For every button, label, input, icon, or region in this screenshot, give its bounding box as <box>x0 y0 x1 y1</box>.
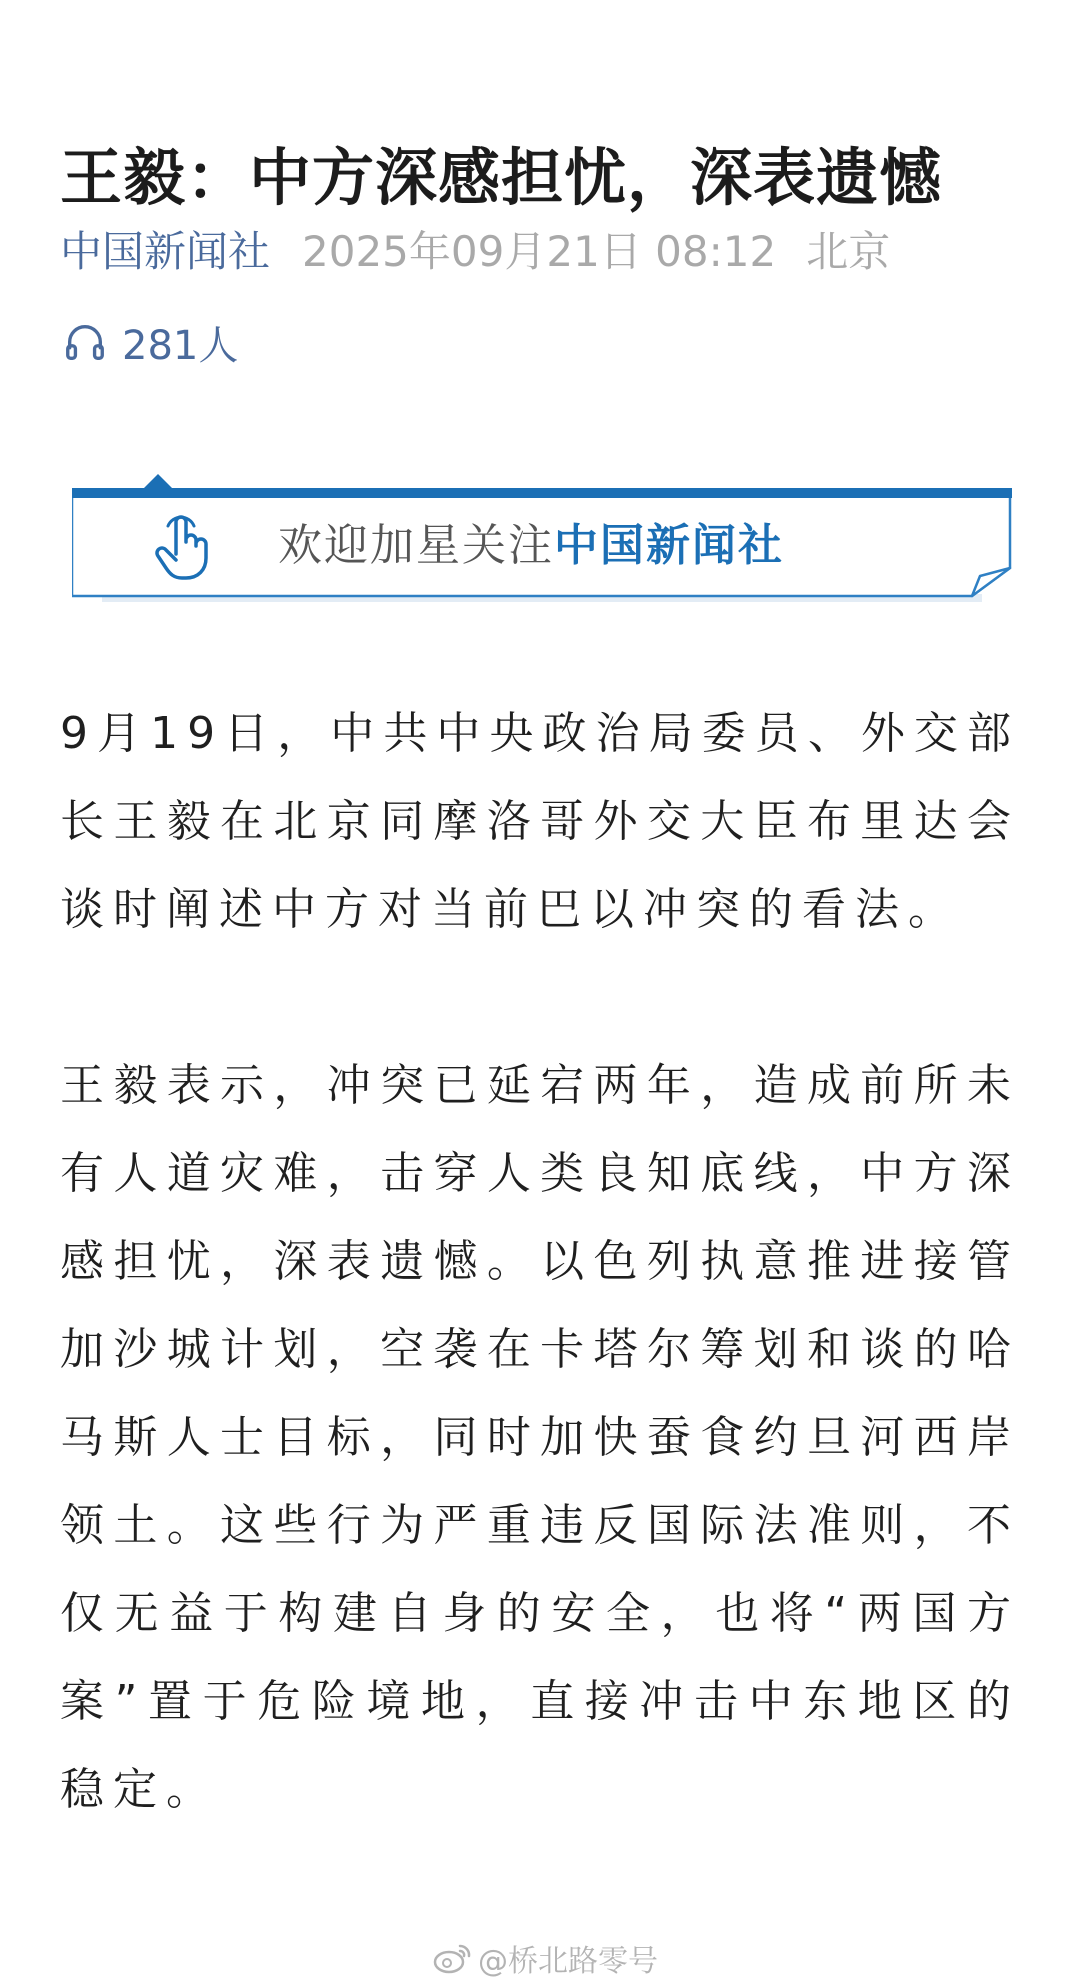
follow-prompt: 欢迎加星关注 <box>278 520 554 571</box>
hand-pointer-icon <box>150 512 216 582</box>
article-title: 王毅：中方深感担忧，深表遗憾 <box>60 140 943 214</box>
publish-date: 2025年09月21日 08:12 <box>302 227 777 276</box>
weibo-watermark <box>432 1938 658 1978</box>
weibo-icon <box>432 1942 472 1974</box>
source-link[interactable]: 中国新闻社 <box>60 227 271 276</box>
follow-brand[interactable]: 中国新闻社 <box>554 520 784 571</box>
headphones-icon <box>62 319 108 365</box>
follow-banner-text <box>278 516 784 576</box>
publish-location: 北京 <box>806 227 891 276</box>
listener-count: 281人 <box>122 322 239 369</box>
follow-banner[interactable] <box>72 488 1012 598</box>
listen-button[interactable] <box>62 312 238 372</box>
article-paragraph: 王毅表示，冲突已延宕两年，造成前所未有人道灾难，击穿人类良知底线，中方深感担忧，深表遗憾。以色列执意推进接管加沙城计划，空袭在卡塔尔筹划和谈的哈马斯人士目标，同时加快蚕食约旦河西岸领土。这些行为严重违反国际法准则，不仅无益于构建自身的安全，也将“两国方案”置于危险境地，直接冲击中东地区的稳定。 <box>60 1060 1020 1815</box>
article-meta <box>60 222 890 282</box>
watermark-text: @桥北路零号 <box>478 1944 658 1979</box>
article-paragraph: 9月19日，中共中央政治局委员、外交部长王毅在北京同摩洛哥外交大臣布里达会谈时阐述中方对当前巴以冲突的看法。 <box>60 708 1020 935</box>
article-body <box>60 690 1020 1834</box>
